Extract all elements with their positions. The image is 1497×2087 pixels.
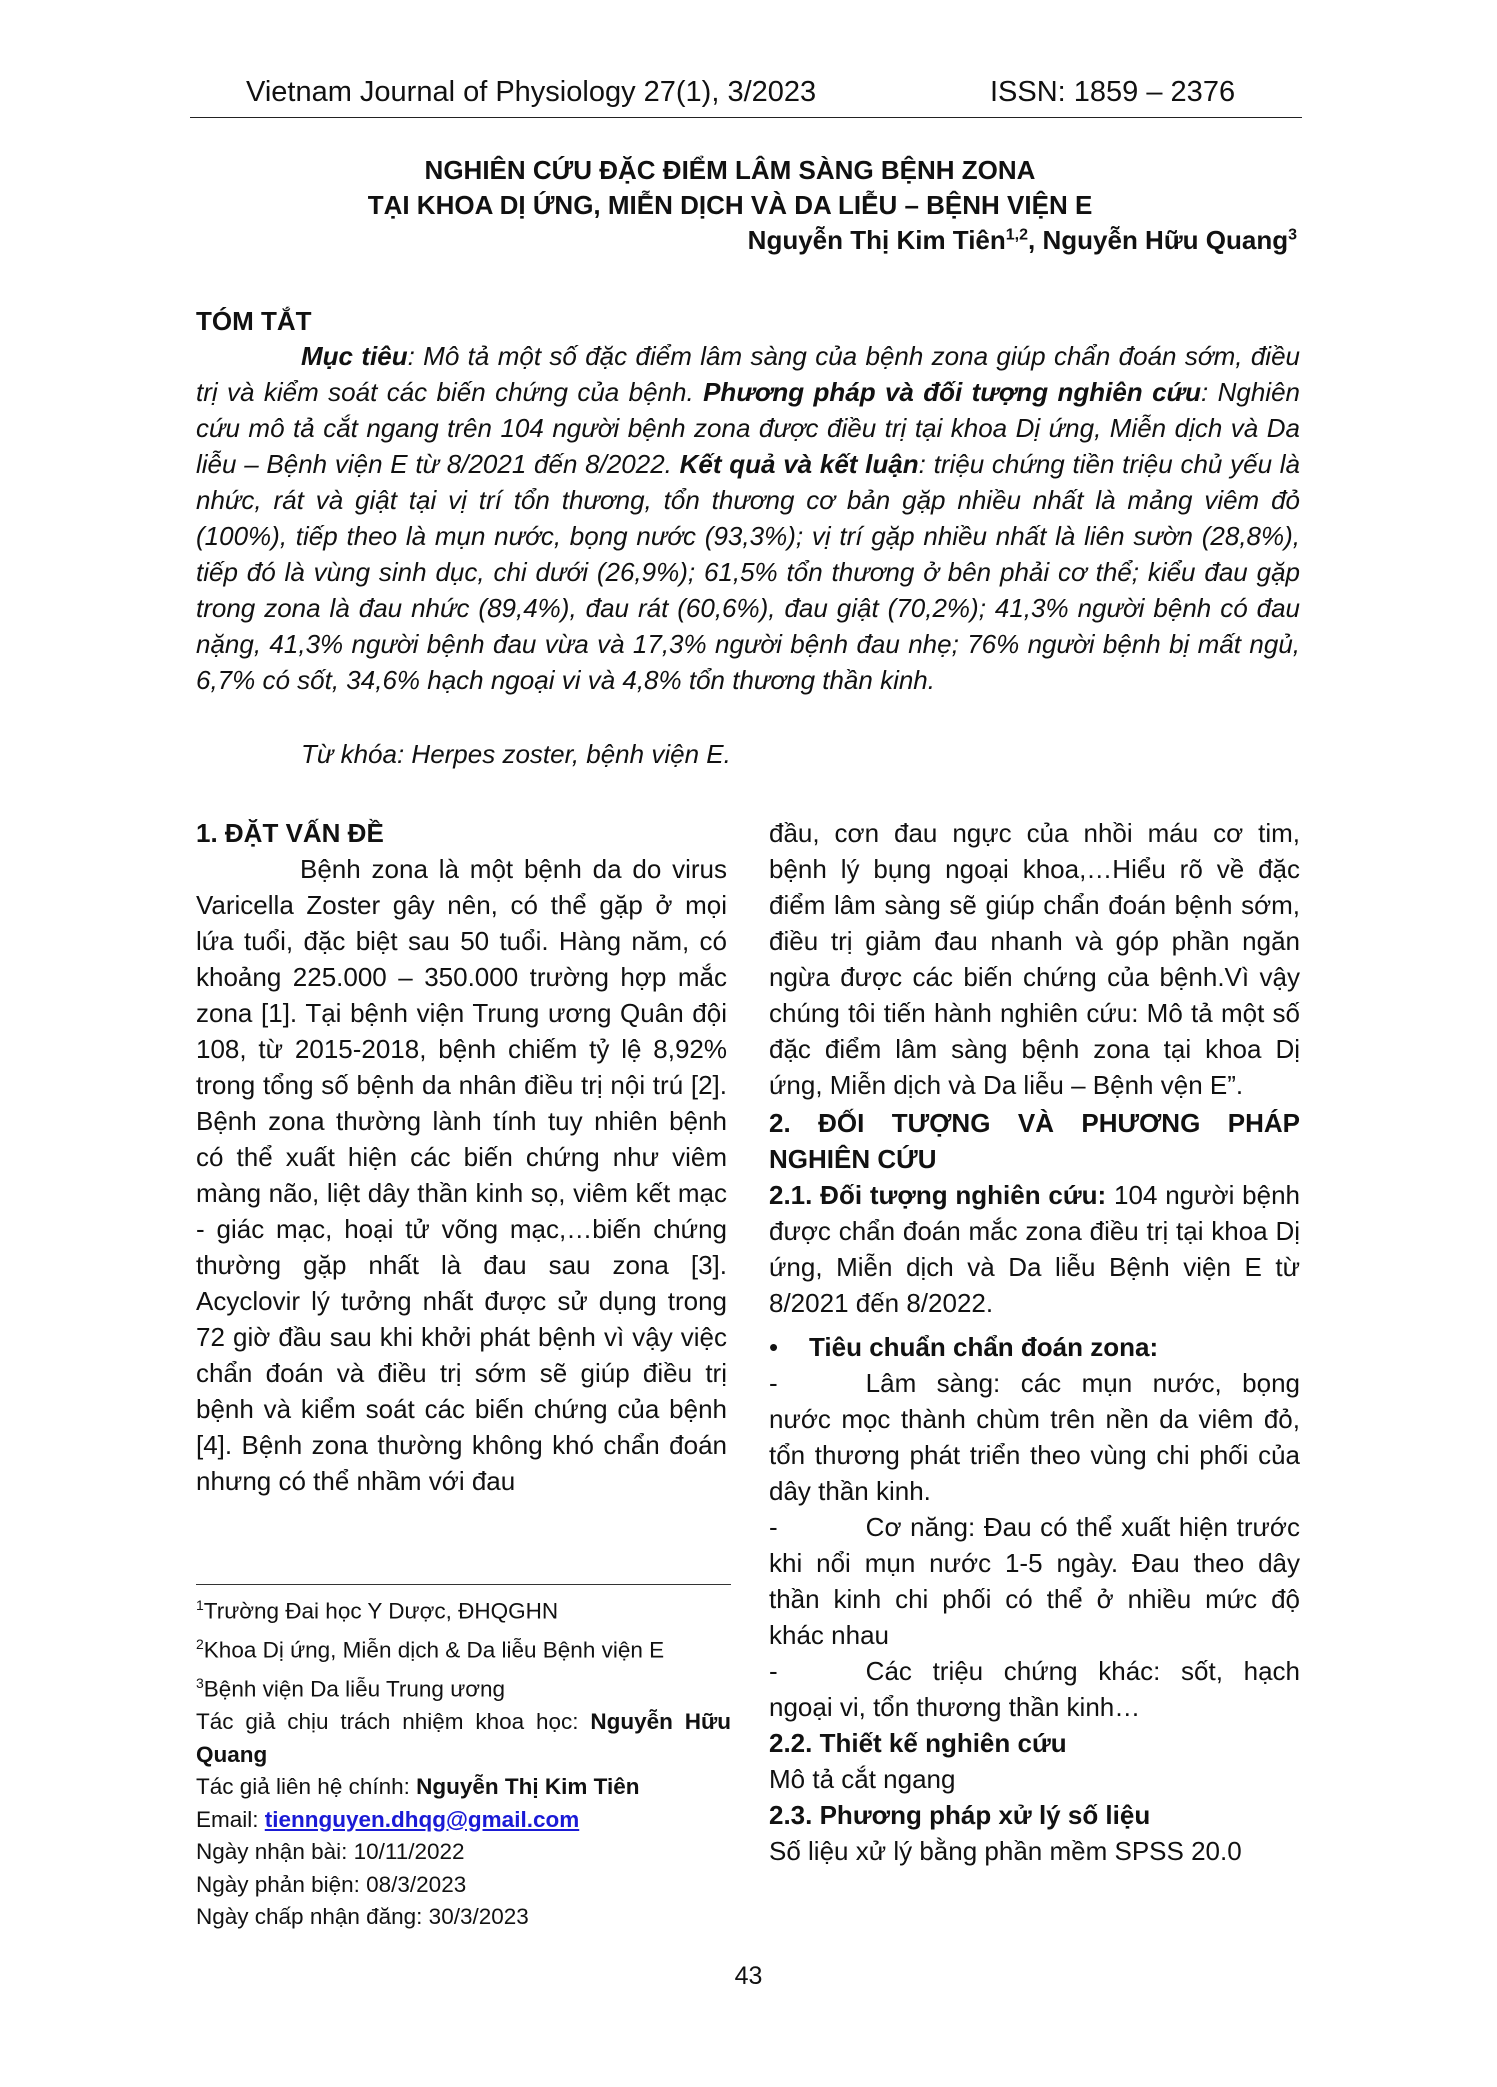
article-title-line-1: NGHIÊN CỨU ĐẶC ĐIỂM LÂM SÀNG BỆNH ZONA <box>424 155 1036 185</box>
contact-author <box>196 1771 731 1804</box>
abstract-objective-label: Mục tiêu <box>301 341 408 371</box>
email-link[interactable]: tiennguyen.dhqg@gmail.com <box>264 1806 580 1832</box>
dash-marker: - <box>769 1368 778 1398</box>
body-paragraph-continued: đầu, cơn đau ngực của nhồi máu cơ tim, bệnh lý bụng ngoại khoa,…Hiểu rõ về đặc điểm lâm sàng sẽ giúp chẩn đoán bệnh sớm, điều trị giảm đau nhanh và góp phần ngăn ngừa được các biến chứng của bệnh.Vì vậy chúng tôi tiến hành nghiên cứu: Mô tả một số đặc điểm lâm sàng bệnh zona tại khoa Dị ứng, Miễn dịch và Da liễu – Bệnh vện E”. <box>769 818 1300 1100</box>
affiliation-number: 3 <box>196 1675 204 1691</box>
responsible-author-name: Nguyễn Hữu Quang <box>196 1709 731 1767</box>
affiliation-1 <box>196 1589 731 1628</box>
affiliation-2 <box>196 1628 731 1667</box>
responsible-author <box>196 1706 731 1771</box>
keywords: Từ khóa: Herpes zoster, bệnh viện E. <box>301 739 731 769</box>
criteria-item-text: Các triệu chứng khác: sốt, hạch ngoại vi, tổn thương thần kinh… <box>769 1656 1300 1722</box>
header-divider <box>190 117 1302 118</box>
affiliation-marker: 3 <box>1288 226 1297 244</box>
footnotes <box>196 1589 731 1934</box>
author-name: Nguyễn Hữu Quang <box>1042 225 1289 255</box>
abstract-body <box>196 338 1300 698</box>
abstract-results-text: : triệu chứng tiền triệu chủ yếu là nhức, rát và giật tại vị trí tổn thương, tổn thương cơ bản gặp nhiều nhất là mảng viêm đỏ (100%), tiếp theo là mụn nước, bọng nước (93,3%); vị trí gặp nhiều nhất là liên sườn (28,8%), tiếp đó là vùng sinh dục, chi dưới (26,9%); 61,5% tổn thương ở bên phải cơ thể; kiểu đau gặp trong zona là đau nhức (89,4%), đau rát (60,6%), đau giật (70,2%); 41,3% người bệnh có đau nặng, 41,3% người bệnh đau vừa và 17,3% người bệnh đau nhẹ; 76% người bệnh bị mất ngủ, 6,7% có sốt, 34,6% hạch ngoại vi và 4,8% tổn thương thần kinh. <box>196 449 1300 695</box>
running-header <box>190 76 1300 116</box>
abstract-objective-text: : Mô tả một số đặc điểm lâm sàng của bệnh zona giúp chẩn đoán sớm, điều trị và kiểm soát các biến chứng của bệnh. <box>196 341 1300 407</box>
author-name: Nguyễn Thị Kim Tiên <box>747 225 1006 255</box>
responsible-author-label: Tác giả chịu trách nhiệm khoa học: <box>196 1709 591 1734</box>
email-label: Email: <box>196 1806 265 1832</box>
subsection-heading: 2.1. Đối tượng nghiên cứu: <box>769 1180 1107 1210</box>
section-heading: 2. ĐỐI TƯỢNG VÀ PHƯƠNG PHÁP NGHIÊN CỨU <box>769 1108 1300 1174</box>
criteria-item-text: Lâm sàng: các mụn nước, bọng nước mọc thành chùm trên nền da viêm đỏ, tổn thương phát triển theo vùng chi phối của dây thần kinh. <box>769 1368 1300 1506</box>
criteria-item <box>769 1653 1300 1725</box>
criteria-item <box>769 1509 1300 1653</box>
issn: ISSN: 1859 – 2376 <box>990 76 1236 108</box>
body-paragraph: Bệnh zona là một bệnh da do virus Varicella Zoster gây nên, có thể gặp ở mọi lứa tuổi, đặc biệt sau 50 tuổi. Hàng năm, có khoảng 225.000 – 350.000 trường hợp mắc zona [1]. Tại bệnh viện Trung ương Quân đội 108, từ 2015-2018, bệnh chiếm tỷ lệ 8,92% trong tổng số bệnh da nhân điều trị nội trú [2]. Bệnh zona thường lành tính tuy nhiên bệnh có thể xuất hiện các biến chứng như viêm màng não, liệt dây thần kinh sọ, viêm kết mạc - giác mạc, hoại tử võng mạc,…biến chứng thường gặp nhất là đau sau zona [3]. Acyclovir lý tưởng nhất được sử dụng trong 72 giờ đầu sau khi khởi phát bệnh vì vậy việc chẩn đoán và điều trị sớm sẽ giúp điều trị bệnh và kiểm soát các biến chứng của bệnh [4]. Bệnh zona thường không khó chẩn đoán nhưng có thể nhầm với đau <box>196 854 727 1496</box>
article-title-line-2: TẠI KHOA DỊ ỨNG, MIỄN DỊCH VÀ DA LIỄU – BỆNH VIỆN E <box>367 190 1093 220</box>
journal-name: Vietnam Journal of Physiology 27(1), 3/2023 <box>246 76 817 108</box>
abstract-heading: TÓM TẮT <box>196 306 312 336</box>
criteria-heading: Tiêu chuẩn chẩn đoán zona: <box>809 1332 1159 1362</box>
page-number: 43 <box>734 1962 763 1990</box>
dash-marker: - <box>769 1512 778 1542</box>
affiliation-text: Khoa Dị ứng, Miễn dịch & Da liễu Bệnh viện E <box>203 1637 665 1663</box>
subsection-heading: 2.3. Phương pháp xử lý số liệu <box>769 1800 1151 1830</box>
footnote-divider <box>196 1584 731 1585</box>
affiliation-3 <box>196 1667 731 1706</box>
criteria-item-text: Cơ năng: Đau có thể xuất hiện trước khi nổi mụn nước 1-5 ngày. Đau theo dây thần kinh chi phối có thể ở nhiều mức độ khác nhau <box>769 1512 1300 1650</box>
criteria-bullet <box>769 1329 1300 1365</box>
affiliation-number: 1 <box>196 1597 204 1613</box>
contact-author-name: Nguyễn Thị Kim Tiên <box>416 1774 640 1799</box>
subsection-text: Số liệu xử lý bằng phần mềm SPSS 20.0 <box>769 1836 1242 1866</box>
affiliation-marker: 1,2 <box>1005 226 1029 244</box>
received-date: Ngày nhận bài: 10/11/2022 <box>196 1839 465 1864</box>
dash-marker: - <box>769 1656 778 1686</box>
section-heading: 1. ĐẶT VẤN ĐỀ <box>196 818 384 848</box>
subsection-text: 104 người bệnh được chẩn đoán mắc zona điều trị tại khoa Dị ứng, Miễn dịch và Da liễu Bệnh viện E từ 8/2021 đến 8/2022. <box>769 1180 1300 1318</box>
affiliation-text: Trường Đai học Y Dược, ĐHQGHN <box>203 1598 559 1624</box>
accepted-date: Ngày chấp nhận đăng: 30/3/2023 <box>196 1904 529 1929</box>
author-separator: , <box>1028 225 1043 255</box>
affiliation-text: Bệnh viện Da liễu Trung ương <box>203 1676 506 1702</box>
affiliation-number: 2 <box>196 1636 204 1652</box>
author-list <box>748 225 1297 256</box>
bullet-icon: • <box>769 1332 779 1362</box>
abstract-method-text: : Nghiên cứu mô tả cắt ngang trên 104 người bệnh zona được điều trị tại khoa Dị ứng, Miễn dịch và Da liễu – Bệnh viện E từ 8/2021 đến 8/2022. <box>196 377 1300 479</box>
review-date: Ngày phản biện: 08/3/2023 <box>196 1871 467 1897</box>
subsection-text: Mô tả cắt ngang <box>769 1764 956 1794</box>
right-column <box>769 815 1300 1869</box>
abstract-results-label: Kết quả và kết luận <box>679 449 919 479</box>
criteria-item <box>769 1365 1300 1509</box>
left-column <box>196 815 727 1499</box>
abstract-method-label: Phương pháp và đối tượng nghiên cứu <box>703 377 1201 407</box>
contact-author-label: Tác giả liên hệ chính: <box>196 1774 417 1799</box>
subsection-heading: 2.2. Thiết kế nghiên cứu <box>769 1728 1067 1758</box>
email-line <box>196 1804 731 1837</box>
